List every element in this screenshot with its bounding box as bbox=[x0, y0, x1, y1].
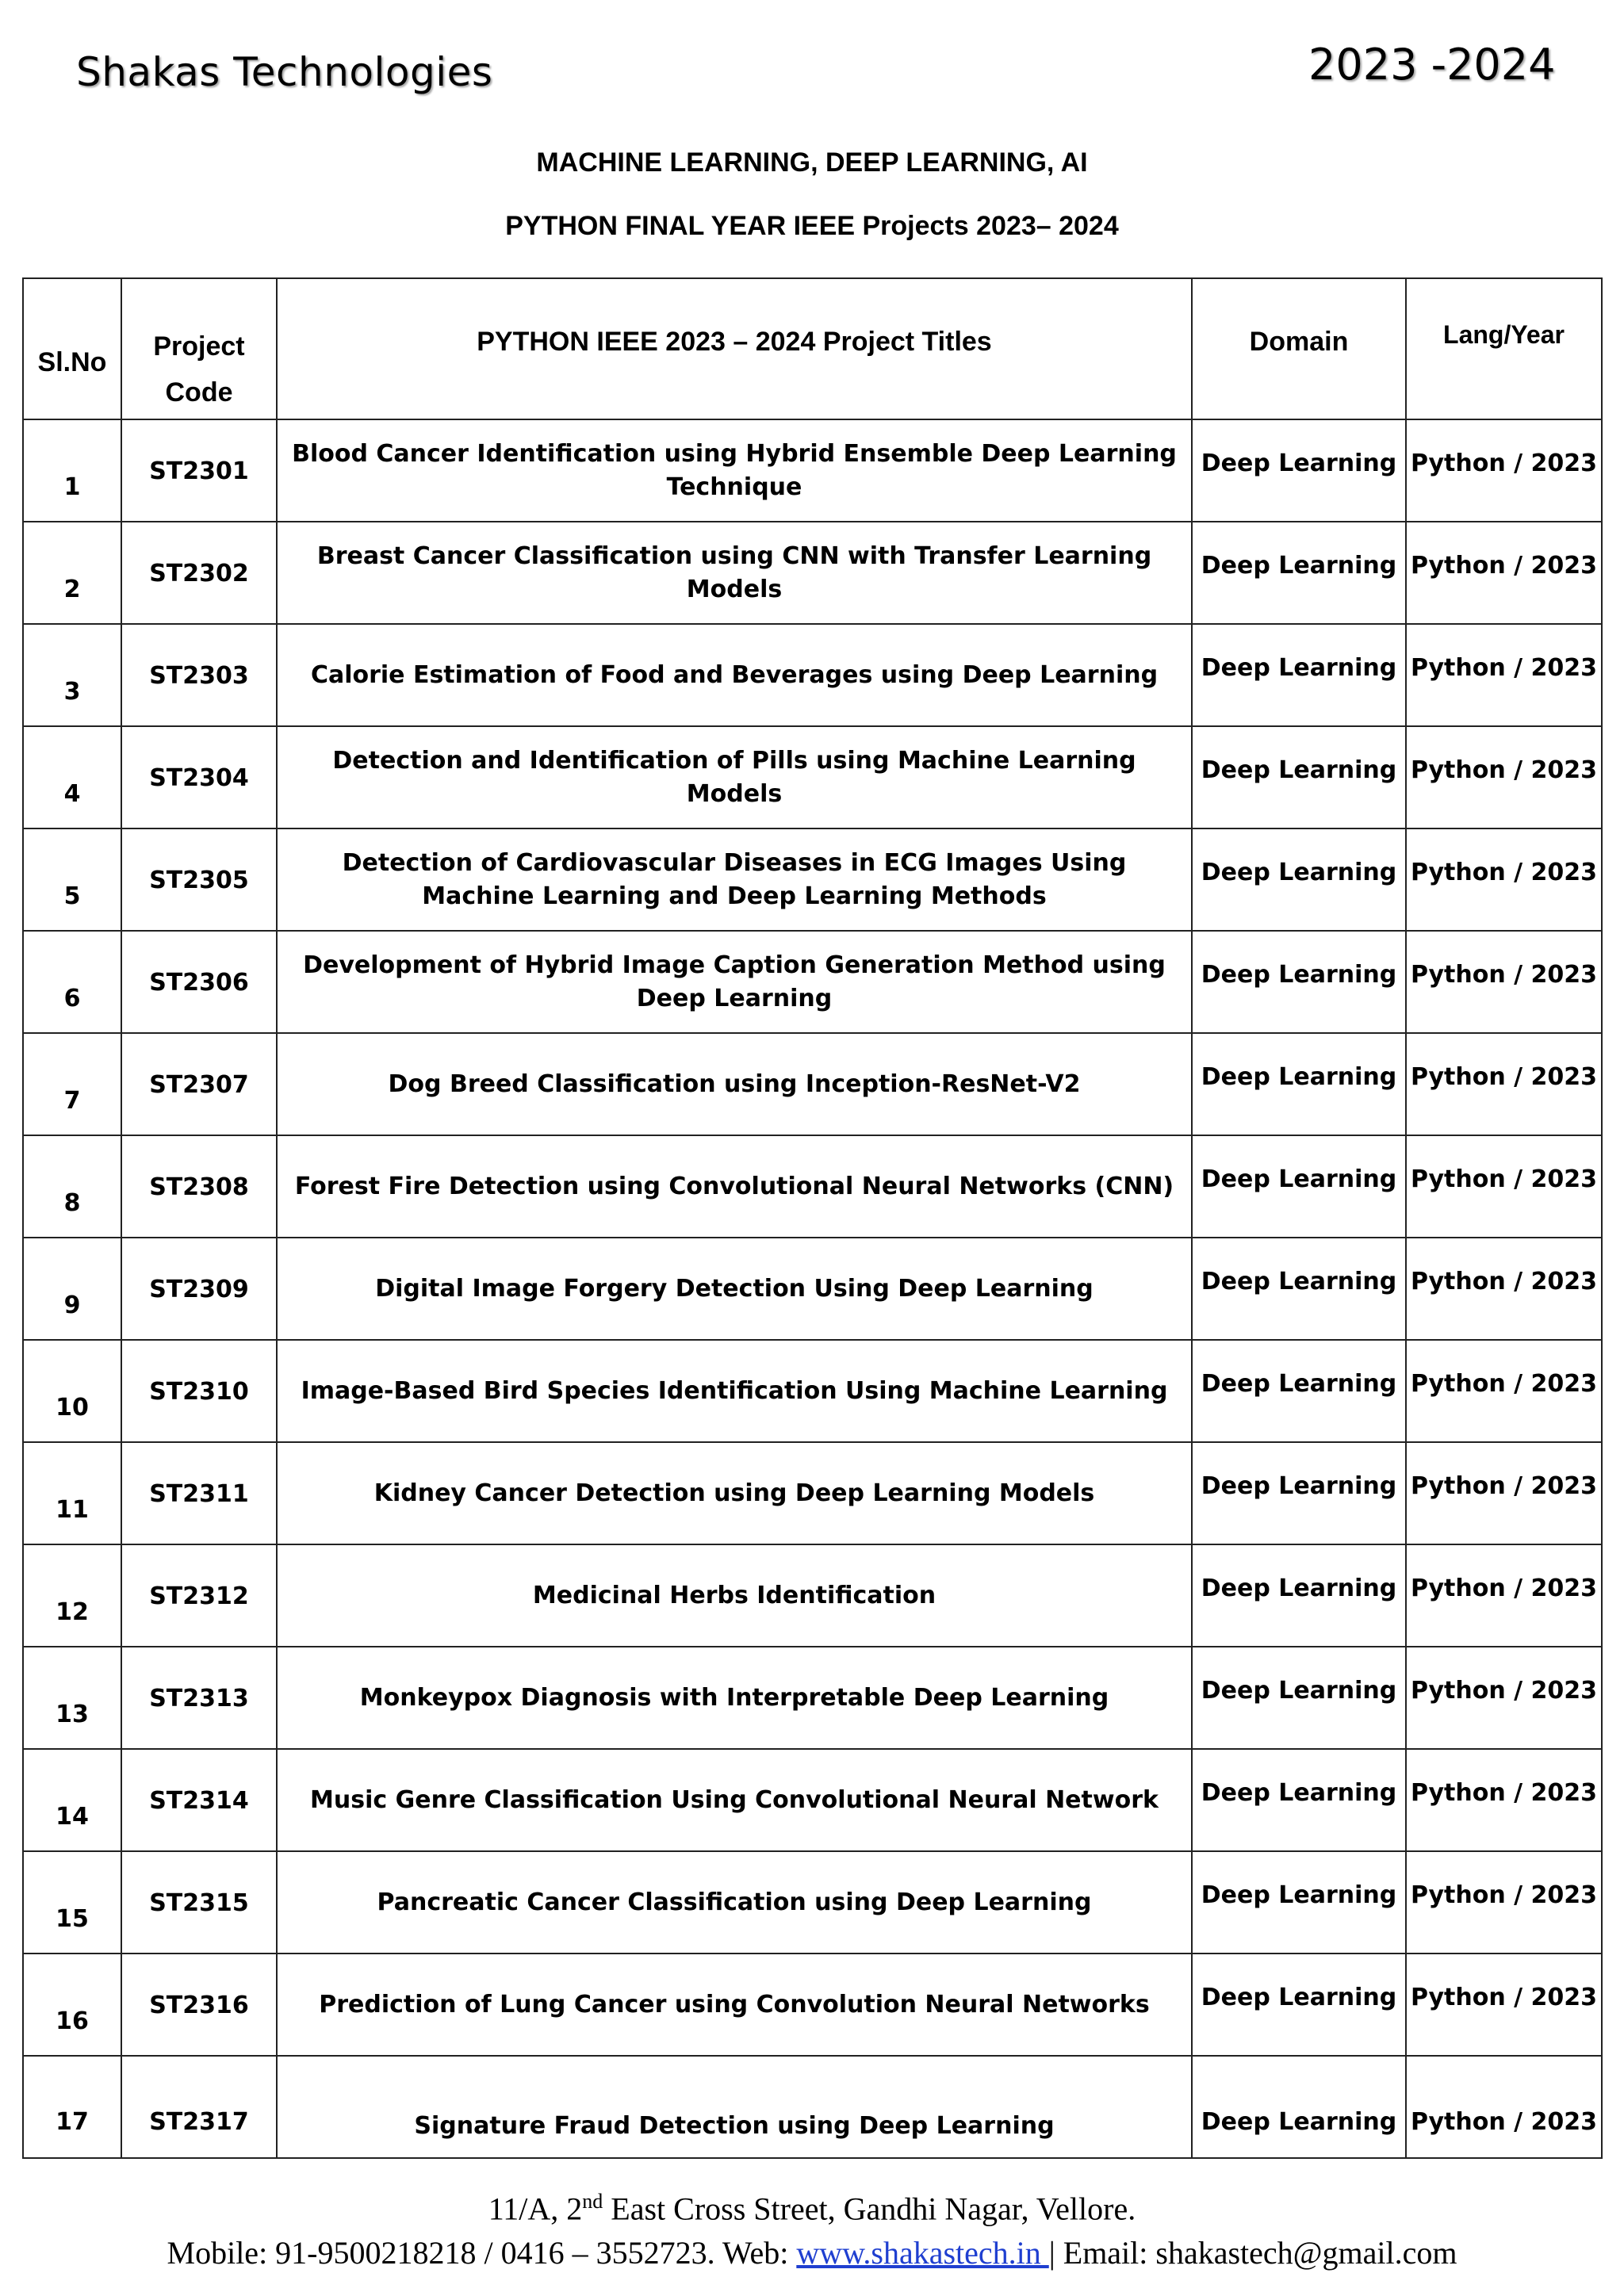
cell-domain-text: Deep Learning bbox=[1201, 450, 1397, 477]
table-row bbox=[23, 1442, 1602, 1544]
cell-project-title bbox=[277, 522, 1192, 624]
cell-sl-no-text: 15 bbox=[56, 1905, 89, 1933]
cell-project-code-text: ST2311 bbox=[149, 1480, 249, 1508]
footer-address-suffix: East Cross Street, Gandhi Nagar, Vellore. bbox=[603, 2191, 1136, 2227]
cell-domain-text: Deep Learning bbox=[1201, 1881, 1397, 1909]
cell-project-title-text: Image-Based Bird Species Identification Using Machine Learning bbox=[301, 1376, 1168, 1405]
cell-sl-no bbox=[23, 419, 121, 522]
cell-project-code bbox=[121, 1340, 277, 1442]
cell-project-code bbox=[121, 1954, 277, 2056]
cell-domain-text: Deep Learning bbox=[1201, 1677, 1397, 1705]
cell-lang-year bbox=[1406, 624, 1602, 726]
cell-project-code-text: ST2309 bbox=[149, 1276, 249, 1303]
cell-lang-year-text: Python / 2023 bbox=[1410, 1472, 1598, 1500]
cell-project-code-text: ST2317 bbox=[149, 2108, 249, 2136]
table-row bbox=[23, 419, 1602, 522]
cell-sl-no-text: 3 bbox=[63, 678, 81, 706]
cell-sl-no-text: 16 bbox=[56, 2007, 89, 2035]
cell-project-title bbox=[277, 1749, 1192, 1851]
cell-project-code-text: ST2303 bbox=[149, 662, 249, 690]
cell-project-title bbox=[277, 726, 1192, 828]
cell-domain-text: Deep Learning bbox=[1201, 1268, 1397, 1295]
cell-project-title-text: Detection and Identification of Pills using Machine Learning Models bbox=[332, 746, 1136, 808]
table-row bbox=[23, 1749, 1602, 1851]
cell-sl-no bbox=[23, 1135, 121, 1238]
cell-domain-text: Deep Learning bbox=[1201, 961, 1397, 989]
cell-sl-no-text: 11 bbox=[56, 1496, 89, 1524]
cell-domain-text: Deep Learning bbox=[1201, 1063, 1397, 1091]
table-row bbox=[23, 2056, 1602, 2158]
cell-sl-no-text: 6 bbox=[63, 985, 81, 1012]
cell-domain-text: Deep Learning bbox=[1201, 552, 1397, 580]
cell-domain bbox=[1192, 1749, 1406, 1851]
document-subtitle: PYTHON FINAL YEAR IEEE Projects 2023– 2024 bbox=[505, 211, 1119, 241]
cell-project-title bbox=[277, 1544, 1192, 1647]
header-domain-label: Domain bbox=[1249, 327, 1349, 357]
document-title: MACHINE LEARNING, DEEP LEARNING, AI bbox=[536, 147, 1088, 178]
table-row bbox=[23, 1340, 1602, 1442]
cell-domain bbox=[1192, 2056, 1406, 2158]
cell-sl-no bbox=[23, 828, 121, 931]
cell-sl-no bbox=[23, 1851, 121, 1954]
header-project-code-line2: Code bbox=[165, 377, 233, 408]
cell-project-title-text: Calorie Estimation of Food and Beverages using Deep Learning bbox=[310, 660, 1159, 689]
cell-project-title-text: Blood Cancer Identification using Hybrid Ensemble Deep Learning Technique bbox=[292, 439, 1177, 501]
cell-domain-text: Deep Learning bbox=[1201, 859, 1397, 886]
cell-lang-year-text: Python / 2023 bbox=[1410, 2108, 1598, 2136]
table-header-row bbox=[23, 278, 1602, 419]
table-row bbox=[23, 624, 1602, 726]
footer-address-sup: nd bbox=[582, 2190, 603, 2213]
cell-lang-year-text: Python / 2023 bbox=[1410, 1165, 1598, 1193]
cell-project-code-text: ST2314 bbox=[149, 1787, 249, 1815]
header-domain bbox=[1192, 278, 1406, 419]
cell-project-code-text: ST2304 bbox=[149, 764, 249, 792]
cell-project-title bbox=[277, 828, 1192, 931]
cell-lang-year-text: Python / 2023 bbox=[1410, 1881, 1598, 1909]
cell-domain bbox=[1192, 1647, 1406, 1749]
cell-project-title-text: Pancreatic Cancer Classification using Deep Learning bbox=[377, 1888, 1092, 1916]
cell-lang-year bbox=[1406, 419, 1602, 522]
cell-domain bbox=[1192, 1033, 1406, 1135]
cell-sl-no-text: 4 bbox=[63, 780, 81, 808]
cell-domain bbox=[1192, 1442, 1406, 1544]
cell-project-title-text: Signature Fraud Detection using Deep Learning bbox=[414, 2112, 1055, 2140]
cell-project-title-text: Monkeypox Diagnosis with Interpretable Deep Learning bbox=[359, 1683, 1109, 1712]
cell-lang-year-text: Python / 2023 bbox=[1410, 1268, 1598, 1295]
cell-sl-no bbox=[23, 1238, 121, 1340]
cell-lang-year bbox=[1406, 1135, 1602, 1238]
cell-domain-text: Deep Learning bbox=[1201, 1779, 1397, 1807]
cell-sl-no-text: 17 bbox=[56, 2108, 89, 2136]
cell-sl-no bbox=[23, 1749, 121, 1851]
table-row bbox=[23, 828, 1602, 931]
cell-project-title-text: Dog Breed Classification using Inception-ResNet-V2 bbox=[388, 1070, 1081, 1098]
cell-project-code-text: ST2308 bbox=[149, 1173, 249, 1201]
cell-lang-year bbox=[1406, 931, 1602, 1033]
cell-lang-year bbox=[1406, 1954, 1602, 2056]
cell-lang-year bbox=[1406, 522, 1602, 624]
cell-lang-year bbox=[1406, 1647, 1602, 1749]
cell-project-title-text: Kidney Cancer Detection using Deep Learning Models bbox=[373, 1479, 1095, 1507]
footer-address bbox=[0, 2190, 1624, 2227]
cell-project-code-text: ST2310 bbox=[149, 1378, 249, 1406]
cell-sl-no bbox=[23, 931, 121, 1033]
cell-domain bbox=[1192, 419, 1406, 522]
cell-domain-text: Deep Learning bbox=[1201, 756, 1397, 784]
footer-contact bbox=[0, 2234, 1624, 2271]
cell-lang-year bbox=[1406, 1749, 1602, 1851]
cell-sl-no bbox=[23, 1954, 121, 2056]
cell-project-code bbox=[121, 726, 277, 828]
cell-lang-year-text: Python / 2023 bbox=[1410, 1370, 1598, 1398]
cell-lang-year bbox=[1406, 1442, 1602, 1544]
cell-project-code bbox=[121, 2056, 277, 2158]
cell-sl-no-text: 7 bbox=[63, 1087, 81, 1115]
cell-sl-no bbox=[23, 726, 121, 828]
cell-project-code-text: ST2306 bbox=[149, 969, 249, 997]
table-row bbox=[23, 522, 1602, 624]
cell-lang-year bbox=[1406, 1544, 1602, 1647]
cell-project-code bbox=[121, 1749, 277, 1851]
cell-project-code bbox=[121, 1851, 277, 1954]
cell-project-code-text: ST2315 bbox=[149, 1889, 249, 1917]
cell-sl-no bbox=[23, 522, 121, 624]
header-lang-year-label: Lang/Year bbox=[1443, 320, 1565, 349]
cell-domain bbox=[1192, 828, 1406, 931]
cell-project-title bbox=[277, 1238, 1192, 1340]
table-row bbox=[23, 1954, 1602, 2056]
cell-lang-year-text: Python / 2023 bbox=[1410, 1063, 1598, 1091]
cell-sl-no bbox=[23, 1442, 121, 1544]
cell-project-title bbox=[277, 624, 1192, 726]
cell-sl-no bbox=[23, 2056, 121, 2158]
cell-project-title bbox=[277, 1340, 1192, 1442]
cell-project-code bbox=[121, 419, 277, 522]
cell-project-title bbox=[277, 1442, 1192, 1544]
table-row bbox=[23, 1544, 1602, 1647]
cell-lang-year-text: Python / 2023 bbox=[1410, 1984, 1598, 2011]
header-sl-no-label: Sl.No bbox=[37, 347, 107, 377]
cell-sl-no bbox=[23, 1340, 121, 1442]
cell-project-code-text: ST2305 bbox=[149, 867, 249, 894]
cell-sl-no-text: 14 bbox=[56, 1803, 89, 1831]
cell-domain-text: Deep Learning bbox=[1201, 2108, 1397, 2136]
cell-sl-no bbox=[23, 1033, 121, 1135]
header-project-title bbox=[277, 278, 1192, 419]
table-row bbox=[23, 726, 1602, 828]
cell-project-code bbox=[121, 1442, 277, 1544]
cell-domain bbox=[1192, 1851, 1406, 1954]
cell-project-title-text: Music Genre Classification Using Convolutional Neural Network bbox=[310, 1785, 1159, 1814]
cell-sl-no-text: 10 bbox=[56, 1394, 89, 1422]
cell-project-title-text: Prediction of Lung Cancer using Convolution Neural Networks bbox=[319, 1990, 1150, 2019]
table-row bbox=[23, 1033, 1602, 1135]
website-link[interactable]: www.shakastech.in bbox=[796, 2235, 1049, 2271]
cell-lang-year-text: Python / 2023 bbox=[1410, 1575, 1598, 1602]
year-range: 2023 -2024 bbox=[1308, 40, 1556, 90]
table-row bbox=[23, 931, 1602, 1033]
cell-lang-year-text: Python / 2023 bbox=[1410, 1779, 1598, 1807]
table-row bbox=[23, 1851, 1602, 1954]
cell-domain-text: Deep Learning bbox=[1201, 1165, 1397, 1193]
cell-domain bbox=[1192, 1340, 1406, 1442]
footer-contact-prefix: Mobile: 91-9500218218 / 0416 – 3552723. Web: bbox=[167, 2235, 797, 2271]
cell-domain bbox=[1192, 1135, 1406, 1238]
cell-domain bbox=[1192, 624, 1406, 726]
cell-domain-text: Deep Learning bbox=[1201, 654, 1397, 682]
cell-lang-year-text: Python / 2023 bbox=[1410, 756, 1598, 784]
cell-sl-no bbox=[23, 624, 121, 726]
company-name: Shakas Technologies bbox=[76, 49, 493, 95]
cell-domain bbox=[1192, 931, 1406, 1033]
cell-sl-no-text: 8 bbox=[63, 1189, 81, 1217]
cell-project-title-text: Forest Fire Detection using Convolutional Neural Networks (CNN) bbox=[294, 1172, 1174, 1200]
cell-domain-text: Deep Learning bbox=[1201, 1984, 1397, 2011]
cell-project-title bbox=[277, 1033, 1192, 1135]
cell-lang-year bbox=[1406, 1851, 1602, 1954]
table-row bbox=[23, 1238, 1602, 1340]
cell-project-code-text: ST2301 bbox=[149, 457, 249, 485]
cell-domain bbox=[1192, 1238, 1406, 1340]
cell-project-title-text: Detection of Cardiovascular Diseases in ECG Images Using Machine Learning and Deep Learning Methods bbox=[342, 848, 1127, 910]
cell-lang-year-text: Python / 2023 bbox=[1410, 654, 1598, 682]
table-row bbox=[23, 1135, 1602, 1238]
cell-project-title-text: Breast Cancer Classification using CNN with Transfer Learning Models bbox=[316, 541, 1152, 603]
header-sl-no bbox=[23, 278, 121, 419]
cell-project-code-text: ST2313 bbox=[149, 1685, 249, 1712]
cell-project-title bbox=[277, 1647, 1192, 1749]
cell-project-code bbox=[121, 522, 277, 624]
cell-lang-year bbox=[1406, 2056, 1602, 2158]
table-row bbox=[23, 1647, 1602, 1749]
cell-sl-no bbox=[23, 1544, 121, 1647]
cell-project-code bbox=[121, 931, 277, 1033]
cell-domain bbox=[1192, 1954, 1406, 2056]
cell-sl-no bbox=[23, 1647, 121, 1749]
cell-project-title-text: Digital Image Forgery Detection Using Deep Learning bbox=[375, 1274, 1094, 1303]
cell-project-title bbox=[277, 1954, 1192, 2056]
cell-project-title bbox=[277, 931, 1192, 1033]
cell-domain bbox=[1192, 726, 1406, 828]
header-project-code-line1: Project bbox=[153, 331, 245, 362]
cell-lang-year-text: Python / 2023 bbox=[1410, 1677, 1598, 1705]
cell-domain-text: Deep Learning bbox=[1201, 1575, 1397, 1602]
cell-lang-year-text: Python / 2023 bbox=[1410, 450, 1598, 477]
cell-project-title-text: Development of Hybrid Image Caption Generation Method using Deep Learning bbox=[303, 951, 1166, 1012]
cell-project-code bbox=[121, 1033, 277, 1135]
cell-lang-year bbox=[1406, 726, 1602, 828]
cell-project-code bbox=[121, 1647, 277, 1749]
cell-project-code bbox=[121, 1544, 277, 1647]
header-project-title-label: PYTHON IEEE 2023 – 2024 Project Titles bbox=[477, 327, 992, 357]
cell-lang-year-text: Python / 2023 bbox=[1410, 552, 1598, 580]
cell-project-title-text: Medicinal Herbs Identification bbox=[532, 1581, 936, 1609]
cell-lang-year-text: Python / 2023 bbox=[1410, 859, 1598, 886]
cell-project-code bbox=[121, 1238, 277, 1340]
cell-project-title bbox=[277, 2056, 1192, 2158]
cell-lang-year bbox=[1406, 1340, 1602, 1442]
cell-project-title bbox=[277, 1851, 1192, 1954]
cell-project-code bbox=[121, 624, 277, 726]
cell-sl-no-text: 5 bbox=[63, 882, 81, 910]
cell-sl-no-text: 9 bbox=[63, 1292, 81, 1319]
cell-lang-year bbox=[1406, 1033, 1602, 1135]
header-project-code bbox=[121, 278, 277, 419]
cell-sl-no-text: 2 bbox=[63, 576, 81, 603]
cell-domain-text: Deep Learning bbox=[1201, 1370, 1397, 1398]
footer-address-prefix: 11/A, 2 bbox=[488, 2191, 583, 2227]
cell-sl-no-text: 13 bbox=[56, 1701, 89, 1728]
cell-project-code bbox=[121, 1135, 277, 1238]
projects-table bbox=[22, 277, 1603, 2159]
cell-project-title bbox=[277, 419, 1192, 522]
cell-project-code-text: ST2307 bbox=[149, 1071, 249, 1099]
cell-domain bbox=[1192, 522, 1406, 624]
cell-lang-year bbox=[1406, 1238, 1602, 1340]
cell-domain bbox=[1192, 1544, 1406, 1647]
cell-project-code-text: ST2316 bbox=[149, 1992, 249, 2019]
cell-project-code bbox=[121, 828, 277, 931]
cell-domain-text: Deep Learning bbox=[1201, 1472, 1397, 1500]
footer-contact-suffix: | Email: shakastech@gmail.com bbox=[1048, 2235, 1457, 2271]
cell-lang-year-text: Python / 2023 bbox=[1410, 961, 1598, 989]
header-lang-year bbox=[1406, 278, 1602, 419]
cell-lang-year bbox=[1406, 828, 1602, 931]
cell-sl-no-text: 1 bbox=[63, 473, 81, 501]
cell-project-title bbox=[277, 1135, 1192, 1238]
cell-sl-no-text: 12 bbox=[56, 1598, 89, 1626]
cell-project-code-text: ST2302 bbox=[149, 560, 249, 587]
cell-project-code-text: ST2312 bbox=[149, 1582, 249, 1610]
